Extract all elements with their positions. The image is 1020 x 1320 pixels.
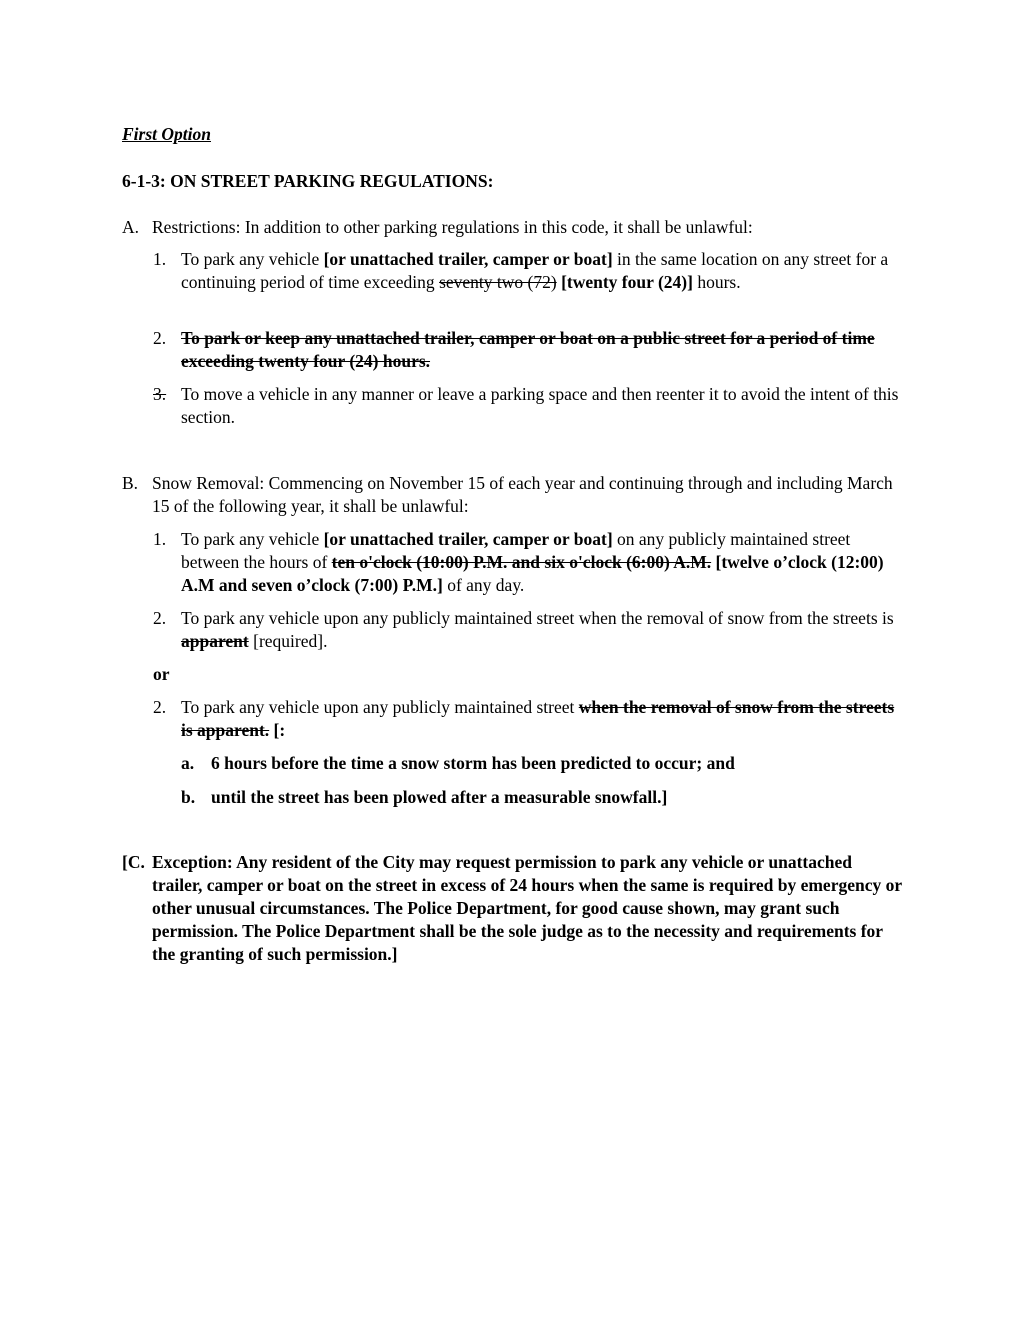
or-label: or: [153, 664, 170, 684]
section-c-text: Exception: Any resident of the City may request permission to park any vehicle or unattached trailer, camper or boat on the street in excess of 24 hours when the same is required by emergency or other unusual circumstances. The Police Department, for good cause shown, may grant such permission. The Police Department shall be the sole judge as to the necessity and requirements for the granting of such permission.]: [152, 852, 902, 964]
section-a-text: Restrictions: In addition to other parking regulations in this code, it shall be unlawful:: [152, 217, 753, 237]
section-c-letter: [C.: [122, 852, 145, 872]
item-number: 2.: [153, 608, 167, 628]
item-number: 2.: [153, 697, 167, 717]
item-number: 1.: [153, 529, 167, 549]
section-b-text: Snow Removal: Commencing on November 15 of each year and continuing through and including March 15 of the following year, it shall be unlawful:: [152, 473, 893, 516]
item-text-struck: To park or keep any unattached trailer, camper or boat on a public street for a period of time exceeding twenty four (24) hours.: [181, 328, 875, 371]
sub-item-text: until the street has been plowed after a measurable snowfall.]: [211, 787, 668, 807]
section-a-heading: [122, 216, 902, 239]
option-title: First Option: [122, 124, 211, 144]
item-number: 1.: [153, 249, 167, 269]
item-number: 2.: [153, 328, 167, 348]
item-text: To park any vehicle upon any publicly maintained street when the removal of snow from the streets is apparent. [:: [181, 697, 895, 740]
section-title: 6-1-3: ON STREET PARKING REGULATIONS:: [122, 171, 494, 191]
item-number-struck: 3.: [153, 384, 167, 404]
item-text: To park any vehicle [or unattached trailer, camper or boat] on any publicly maintained street between the hours of ten o'clock (10:00) P.M. and six o'clock (6:00) A.M. [twelve o’clock (12:00) A.M and seven o’clock (7:00) P.M.] of any day.: [181, 529, 884, 595]
section-c: [122, 851, 902, 966]
section-b-letter: B.: [122, 473, 139, 493]
item-text: To park any vehicle [or unattached trailer, camper or boat] in the same location on any street for a continuing period of time exceeding seventy two (72) [twenty four (24)] hours.: [181, 249, 889, 292]
sub-item-letter: a.: [181, 753, 195, 773]
item-text: To park any vehicle upon any publicly maintained street when the removal of snow from the streets is apparent [required].: [181, 608, 894, 651]
sub-item-letter: b.: [181, 787, 196, 807]
sub-item-text: 6 hours before the time a snow storm has been predicted to occur; and: [211, 753, 735, 773]
section-a-letter: A.: [122, 217, 140, 237]
section-b-heading: [122, 472, 902, 518]
item-text: To move a vehicle in any manner or leave a parking space and then reenter it to avoid the intent of this section.: [181, 384, 899, 427]
